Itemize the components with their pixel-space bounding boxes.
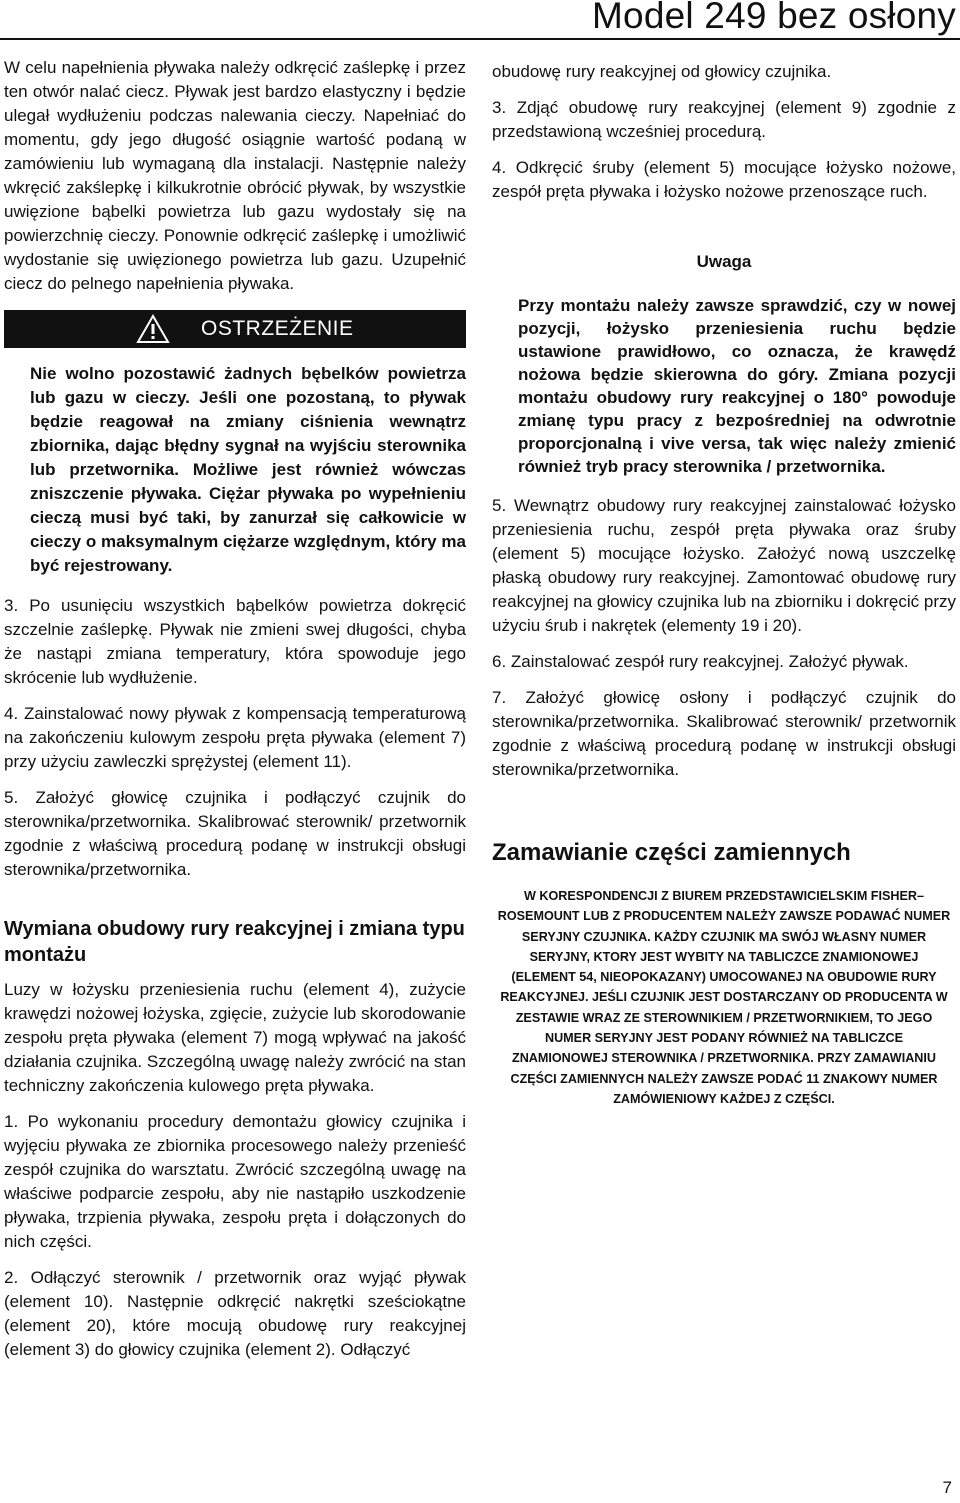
warning-banner <box>4 310 466 348</box>
section-step-1: 1. Po wykonaniu procedury demontażu głowicy czujnika i wyjęciu pływaka ze zbiornika procesowego należy przenieść zespół czujnika do warsztatu. Zwrócić szczególną uwagę na właściwe podparcie zespołu, aby nie nastąpiło uszkodzenie pływaka, trzpienia pływaka, zespołu pręta i dołączonych do nich części. <box>4 1112 466 1251</box>
section-step-2: 2. Odłączyć sterownik / przetwornik oraz wyjąć pływak (element 10). Następnie odkręcić nakrętki sześciokątne (element 20), które mocują obudowę rury reakcyjnej (element 3) do głowicy czujnika (element 2). Odłączyć <box>4 1268 466 1359</box>
right-step-3: 3. Zdjąć obudowę rury reakcyjnej (element 9) zgodnie z przedstawioną wcześniej procedurą. <box>492 98 956 141</box>
order-text: W KORESPONDENCJI Z BIUREM PRZEDSTAWICIELSKIM FISHER–ROSEMOUNT LUB Z PRODUCENTEM NALEŻY ZAWSZE PODAWAĆ NUMER SERYJNY CZUJNIKA. KAŻDY CZUJNIK MA SWÓJ WŁASNY NUMER SERYJNY, KTORY JEST WYBITY NA TABLICZCE ZNAMIONOWEJ (ELEMENT 54, NIEOPOKAZANY) UMOCOWANEJ NA OBUDOWIE RURY REAKCYJNEJ. JEŚLI CZUJNIK JEST DOSTARCZANY OD PRODUCENTA W ZESTAWIE WRAZ ZE STEROWNIKIEM / PRZETWORNIKIEM, TO JEGO NUMER SERYJNY JEST PODANY RÓWNIEŻ NA TABLICZCE ZNAMIONOWEJ STEROWNIKA / PRZETWORNIKA. PRZY ZAMAWIANIU CZĘŚCI ZAMIENNYCH NALEŻY ZAWSZE PODAĆ 11 ZNAKOWY NUMER ZAMÓWIENIOWY KAŻDEJ Z CZĘŚCI. <box>497 889 951 1106</box>
step-4: 4. Zainstalować nowy pływak z kompensacją temperaturową na zakończeniu kulowym zespołu pręta pływaka (element 7) przy użyciu zawleczki sprężystej (element 11). <box>4 704 466 771</box>
continued-text: obudowę rury reakcyjnej od głowicy czujnika. <box>492 62 832 81</box>
note-heading: Uwaga <box>696 252 752 271</box>
intro-paragraph: W celu napełnienia pływaka należy odkręcić zaślepkę i przez ten otwór nalać ciecz. Pływak jest bardzo elastyczny i będzie ulegał wydłużeniu podczas nalewania cieczy. Napełniać do momentu, gdy jego długość osiągnie wartość podaną w zamówieniu lub wymaganą dla instalacji. Następnie należy wkręcić zakślepkę i kilkukrotnie obrócić pływak, by wszystkie uwięzione bąbelki powietrza lub gazu wydostały się na powierzchnię cieczy. Ponownie odkręcić zaślepkę i umożliwić wydostanie się uwięzionego powietrza lub gazu. Uzupełnić ciecz do pelnego napełnienia pływaka. <box>4 58 466 293</box>
right-step-5: 5. Wewnątrz obudowy rury reakcyjnej zainstalować łożysko przeniesienia ruchu, zespół pręta pływaka oraz śruby (element 5) mocujące łożysko. Założyć nową uszczelkę płaską obudowy rury reakcyjnej. Zamontować obudowę rury reakcyjnej na głowicy czujnika lub na zbiorniku i dokręcić przy użyciu śrub i nakrętek (elementy 19 i 20). <box>492 496 956 635</box>
page-number: 7 <box>942 1478 952 1497</box>
step-5: 5. Założyć głowicę czujnika i podłączyć czujnik do sterownika/przetwornika. Skalibrować sterownik/ przetwornik zgodnie z właściwą procedurą podanę w instrukcji obsługi sterownika/przetwornika. <box>4 788 466 879</box>
page-title: Model 249 bez osłony <box>592 0 956 36</box>
warning-text: Nie wolno pozostawić żadnych bębelków powietrza lub gazu w cieczy. Jeśli one pozostaną, to pływak będzie reagował na zmiany ciśnienia wewnątrz zbiornika, dając błędny sygnał na wyjściu sterownika lub przetwornika. Możliwe jest również wówczas zniszczenie pływaka. Ciężar pływaka po wypełnieniu cieczą musi być taki, by zanurzał się całkowicie w cieczy o maksymalnym ciężarze względnym, który ma być rejestrowany. <box>30 364 466 575</box>
right-step-4: 4. Odkręcić śruby (element 5) mocujące łożysko nożowe, zespół pręta pływaka i łożysko nożowe przenoszące ruch. <box>492 158 956 201</box>
right-column <box>492 60 956 1109</box>
step-3: 3. Po usunięciu wszystkich bąbelków powietrza dokręcić szczelnie zaślepkę. Pływak nie zmieni swej długości, chyba że nastąpi zmiana temperatury, która spowoduje jego skrócenie lub wydłużenie. <box>4 596 466 687</box>
left-column <box>4 56 466 1374</box>
section-intro: Luzy w łożysku przeniesienia ruchu (element 4), zużycie krawędzi nożowej łożyska, zgięcie, zużycie lub skorodowanie zespołu pręta pływaka (element 7) mogą wpływać na jakość działania czujnika. Szczególną uwagę należy zwrócić na stan techniczny zakończenia kulowego pręta pływaka. <box>4 980 466 1095</box>
header-rule <box>0 38 960 40</box>
right-step-7: 7. Założyć głowicę osłony i podłączyć czujnik do sterownika/przetwornika. Skalibrować sterownik/ przetwornik zgodnie z właściwą procedurą podanę w instrukcji obsługi sterownika/przetwornika. <box>492 688 956 779</box>
order-heading: Zamawianie części zamiennych <box>492 839 851 866</box>
section-heading: Wymiana obudowy rury reakcyjnej i zmiana typu montażu <box>4 918 465 966</box>
warning-label: OSTRZEŻENIE <box>201 317 354 340</box>
right-step-6: 6. Zainstalować zespół rury reakcyjnej. Założyć pływak. <box>492 652 909 671</box>
note-text: Przy montażu należy zawsze sprawdzić, czy w nowej pozycji, łożysko przeniesienia ruchu będzie ustawione prawidłowo, co oznacza, że krawędź nożowa będzie skierowna do góry. Zmiana pozycji montażu obudowy rury reakcyjnej o 180° powoduje zmianę typu pracy z bezpośredniej na odwrotnie proporcjonalną i vive versa, tak więc należy zmienić również tryb pracy sterownika / przetwornika. <box>518 296 956 476</box>
warning-triangle-icon <box>136 314 170 344</box>
